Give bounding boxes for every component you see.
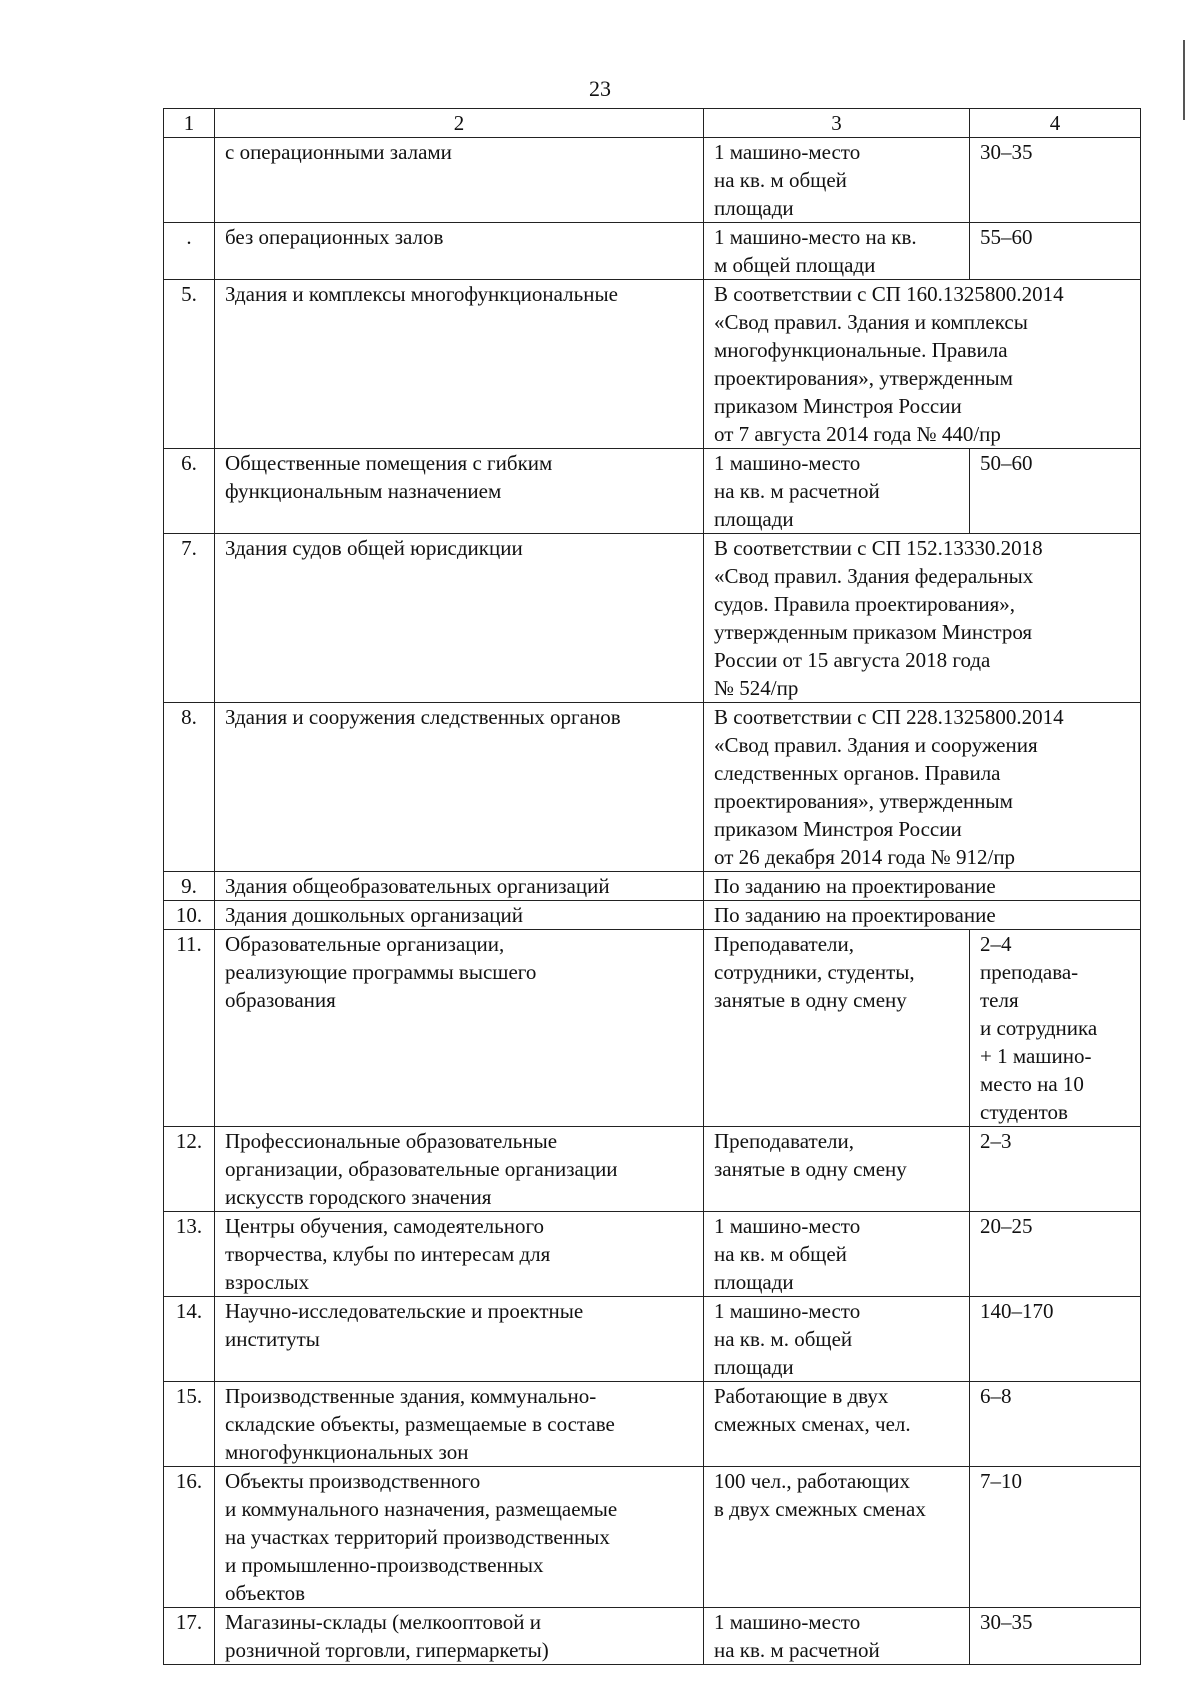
row-number [164, 138, 215, 223]
row-number-text: 16. [175, 1469, 203, 1493]
object-type-cell [215, 223, 704, 280]
table-row [164, 1297, 1141, 1382]
row-number [164, 901, 215, 930]
object-type-cell-text: Образовательные организации, реализующие программы высшего образования [225, 932, 537, 1012]
norm-value-cell [970, 930, 1141, 1127]
object-type-cell [215, 280, 704, 449]
calculation-unit-cell [704, 1127, 970, 1212]
table-row [164, 872, 1141, 901]
object-type-cell [215, 930, 704, 1127]
object-type-cell [215, 901, 704, 930]
calculation-unit-cell-text: 1 машино-место на кв. м общей площади [714, 1214, 861, 1294]
object-type-cell [215, 872, 704, 901]
table-row [164, 1382, 1141, 1467]
table-row [164, 138, 1141, 223]
object-type-cell-text: Общественные помещения с гибким функциональным назначением [225, 451, 553, 503]
table-row [164, 223, 1141, 280]
norm-reference-cell [704, 534, 1141, 703]
row-number-text: 5. [181, 282, 197, 306]
norm-value-cell-text: 7–10 [980, 1469, 1022, 1493]
norm-reference-cell-text: В соответствии с СП 228.1325800.2014 «Свод правил. Здания и сооружения следственных органов. Правила проектирования», утвержденным приказом Минстроя России от 26 декабря 2014 года № 912/пр [714, 705, 1064, 869]
object-type-cell-text: без операционных залов [225, 225, 444, 249]
object-type-cell [215, 534, 704, 703]
object-type-cell-text: Здания общеобразовательных организаций [225, 874, 610, 898]
calculation-unit-cell [704, 1467, 970, 1608]
calculation-unit-cell [704, 223, 970, 280]
calculation-unit-cell [704, 930, 970, 1127]
calculation-unit-cell [704, 1297, 970, 1382]
row-number [164, 1608, 215, 1665]
norm-value-cell [970, 138, 1141, 223]
row-number [164, 449, 215, 534]
calculation-unit-cell-text: 1 машино-место на кв. м общей площади [714, 225, 917, 277]
row-number-text: 6. [181, 451, 197, 475]
row-number [164, 872, 215, 901]
object-type-cell-text: Здания и сооружения следственных органов [225, 705, 621, 729]
object-type-cell-text: Здания дошкольных организаций [225, 903, 523, 927]
object-type-cell [215, 1382, 704, 1467]
object-type-cell-text: Профессиональные образовательные организации, образовательные организации искусств городского значения [225, 1129, 618, 1209]
norm-value-cell-text: 30–35 [980, 1610, 1033, 1634]
table-row [164, 1608, 1141, 1665]
page-number: 23 [589, 76, 611, 101]
calculation-unit-cell [704, 1608, 970, 1665]
row-number [164, 1297, 215, 1382]
norm-value-cell [970, 1127, 1141, 1212]
norm-value-cell-text: 30–35 [980, 140, 1033, 164]
norm-value-cell-text: 20–25 [980, 1214, 1033, 1238]
header-col-1: 1 [164, 109, 215, 138]
object-type-cell [215, 449, 704, 534]
calculation-unit-cell-text: 1 машино-место на кв. м расчетной [714, 1610, 880, 1662]
object-type-cell-text: Центры обучения, самодеятельного творчества, клубы по интересам для взрослых [225, 1214, 551, 1294]
row-number-text: 13. [175, 1214, 203, 1238]
norm-value-cell-text: 2–4 преподава- теля и сотрудника + 1 машино- место на 10 студентов [980, 932, 1098, 1124]
row-number [164, 703, 215, 872]
calculation-unit-cell [704, 449, 970, 534]
table-body [164, 109, 1141, 1665]
norm-reference-cell [704, 901, 1141, 930]
norm-value-cell [970, 449, 1141, 534]
row-number-text: 12. [175, 1129, 203, 1153]
norm-value-cell-text: 140–170 [980, 1299, 1054, 1323]
norm-reference-cell-text: В соответствии с СП 152.13330.2018 «Свод правил. Здания федеральных судов. Правила проектирования», утвержденным приказом Минстроя России от 15 августа 2018 года № 524/пр [714, 536, 1043, 700]
norm-reference-cell [704, 280, 1141, 449]
row-number-text: 10. [175, 903, 203, 927]
object-type-cell [215, 1212, 704, 1297]
object-type-cell [215, 1467, 704, 1608]
object-type-cell [215, 703, 704, 872]
row-number [164, 930, 215, 1127]
row-number-text: 11. [176, 932, 202, 956]
row-number [164, 1382, 215, 1467]
row-number-text: 15. [175, 1384, 203, 1408]
object-type-cell [215, 138, 704, 223]
table-row [164, 1212, 1141, 1297]
norm-value-cell [970, 1297, 1141, 1382]
calculation-unit-cell-text: Преподаватели, занятые в одну смену [714, 1129, 907, 1181]
object-type-cell-text: Объекты производственного и коммунального назначения, размещаемые на участках территорий производственных и промышленно-производственных объектов [225, 1469, 618, 1605]
object-type-cell-text: Производственные здания, коммунально- складские объекты, размещаемые в составе многофункциональных зон [225, 1384, 615, 1464]
table-header-row [164, 109, 1141, 138]
norm-value-cell [970, 1467, 1141, 1608]
table-row [164, 901, 1141, 930]
norm-value-cell-text: 50–60 [980, 451, 1033, 475]
norm-reference-cell-text: По заданию на проектирование [714, 874, 996, 898]
norm-value-cell [970, 1212, 1141, 1297]
norm-value-cell-text: 2–3 [980, 1129, 1012, 1153]
object-type-cell [215, 1608, 704, 1665]
scan-edge-mark [1183, 40, 1185, 120]
table-row [164, 534, 1141, 703]
calculation-unit-cell-text: 1 машино-место на кв. м общей площади [714, 140, 861, 220]
calculation-unit-cell-text: Работающие в двух смежных сменах, чел. [714, 1384, 911, 1436]
row-number [164, 223, 215, 280]
row-number-text: . [186, 225, 192, 249]
header-col-3: 3 [704, 109, 970, 138]
norm-reference-cell [704, 703, 1141, 872]
row-number [164, 280, 215, 449]
object-type-cell-text: Научно-исследовательские и проектные институты [225, 1299, 584, 1351]
calculation-unit-cell-text: 1 машино-место на кв. м расчетной площади [714, 451, 880, 531]
norm-reference-cell [704, 872, 1141, 901]
calculation-unit-cell-text: 1 машино-место на кв. м. общей площади [714, 1299, 861, 1379]
norm-reference-cell-text: По заданию на проектирование [714, 903, 996, 927]
row-number-text: 9. [181, 874, 197, 898]
calculation-unit-cell-text: 100 чел., работающих в двух смежных сменах [714, 1469, 926, 1521]
object-type-cell [215, 1127, 704, 1212]
row-number [164, 534, 215, 703]
row-number-text: 14. [175, 1299, 203, 1323]
norm-value-cell-text: 6–8 [980, 1384, 1012, 1408]
table-row [164, 280, 1141, 449]
table-row [164, 930, 1141, 1127]
norm-value-cell [970, 223, 1141, 280]
norm-value-cell [970, 1382, 1141, 1467]
header-col-2: 2 [215, 109, 704, 138]
header-col-4: 4 [970, 109, 1141, 138]
calculation-unit-cell [704, 1382, 970, 1467]
object-type-cell-text: с операционными залами [225, 140, 452, 164]
table-row [164, 1127, 1141, 1212]
row-number [164, 1467, 215, 1608]
norm-value-cell [970, 1608, 1141, 1665]
row-number-text: 8. [181, 705, 197, 729]
parking-norms-table [163, 108, 1141, 1665]
object-type-cell-text: Здания судов общей юрисдикции [225, 536, 523, 560]
row-number [164, 1212, 215, 1297]
table-row [164, 449, 1141, 534]
norm-reference-cell-text: В соответствии с СП 160.1325800.2014 «Свод правил. Здания и комплексы многофункциональные. Правила проектирования», утвержденным приказом Минстроя России от 7 августа 2014 года № 440/пр [714, 282, 1064, 446]
table-row [164, 1467, 1141, 1608]
table-row [164, 703, 1141, 872]
object-type-cell-text: Здания и комплексы многофункциональные [225, 282, 618, 306]
row-number-text: 17. [175, 1610, 203, 1634]
object-type-cell [215, 1297, 704, 1382]
row-number [164, 1127, 215, 1212]
norm-value-cell-text: 55–60 [980, 225, 1033, 249]
object-type-cell-text: Магазины-склады (мелкооптовой и розничной торговли, гипермаркеты) [225, 1610, 549, 1662]
calculation-unit-cell [704, 138, 970, 223]
calculation-unit-cell [704, 1212, 970, 1297]
calculation-unit-cell-text: Преподаватели, сотрудники, студенты, занятые в одну смену [714, 932, 915, 1012]
row-number-text: 7. [181, 536, 197, 560]
